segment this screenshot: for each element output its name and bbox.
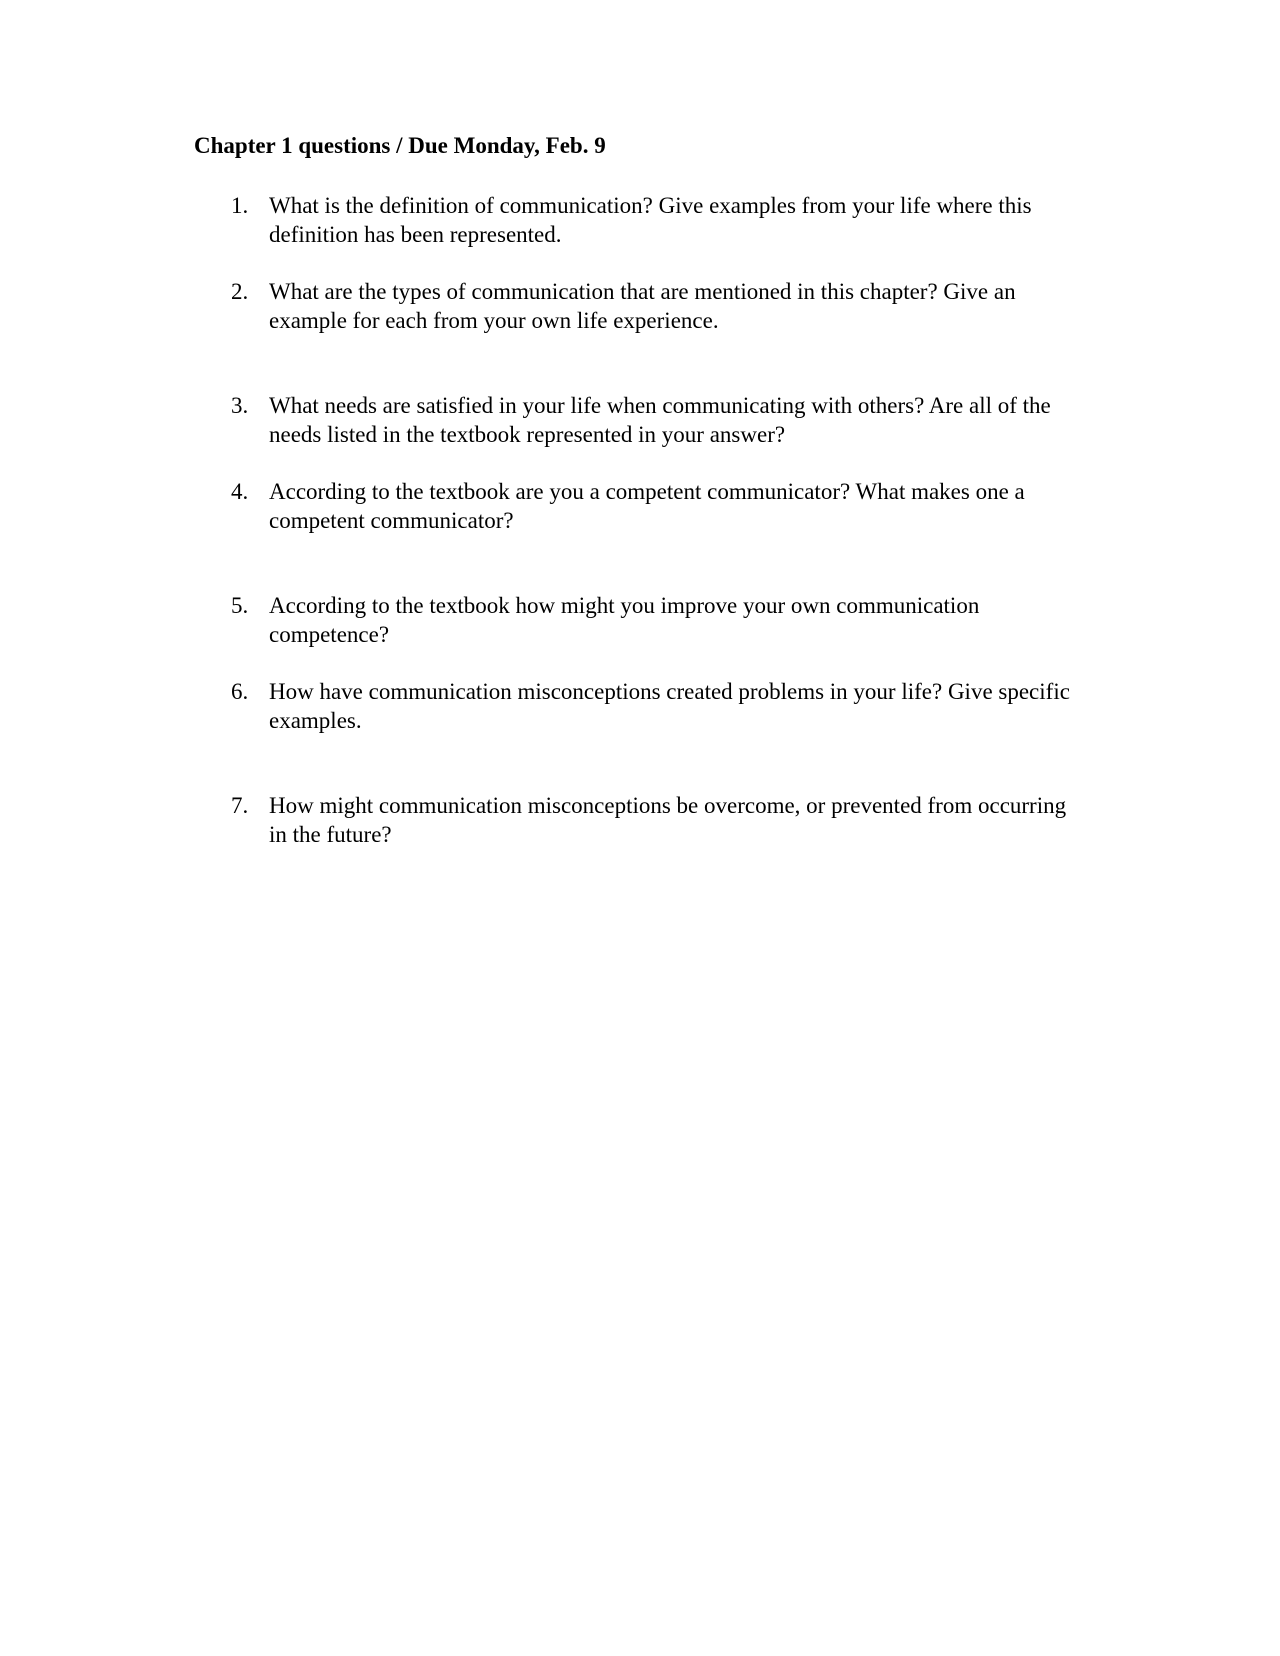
question-number: 7. <box>231 793 249 818</box>
question-number: 4. <box>231 479 249 504</box>
document-title: Chapter 1 questions / Due Monday, Feb. 9 <box>194 133 606 158</box>
question-text: How might communication misconceptions be overcome, or prevented from occurring in the future? <box>269 793 1067 847</box>
question-item <box>231 191 1091 249</box>
question-text: What needs are satisfied in your life when communicating with others? Are all of the needs listed in the textbook represented in your answer? <box>269 393 1051 447</box>
question-text: According to the textbook how might you improve your own communication competence? <box>269 593 980 647</box>
question-text: According to the textbook are you a competent communicator? What makes one a competent communicator? <box>269 479 1025 533</box>
question-number: 6. <box>231 679 249 704</box>
question-text: What is the definition of communication? Give examples from your life where this definition has been represented. <box>269 193 1032 247</box>
question-text: How have communication misconceptions created problems in your life? Give specific examples. <box>269 679 1070 733</box>
question-item <box>231 477 1091 535</box>
question-number: 3. <box>231 393 249 418</box>
question-item <box>231 791 1091 849</box>
question-number: 1. <box>231 193 249 218</box>
question-item <box>231 591 1091 649</box>
question-number: 5. <box>231 593 249 618</box>
question-item <box>231 277 1091 335</box>
question-text: What are the types of communication that are mentioned in this chapter? Give an example for each from your own life experience. <box>269 279 1016 333</box>
question-item <box>231 391 1091 449</box>
question-number: 2. <box>231 279 249 304</box>
question-item <box>231 677 1091 735</box>
